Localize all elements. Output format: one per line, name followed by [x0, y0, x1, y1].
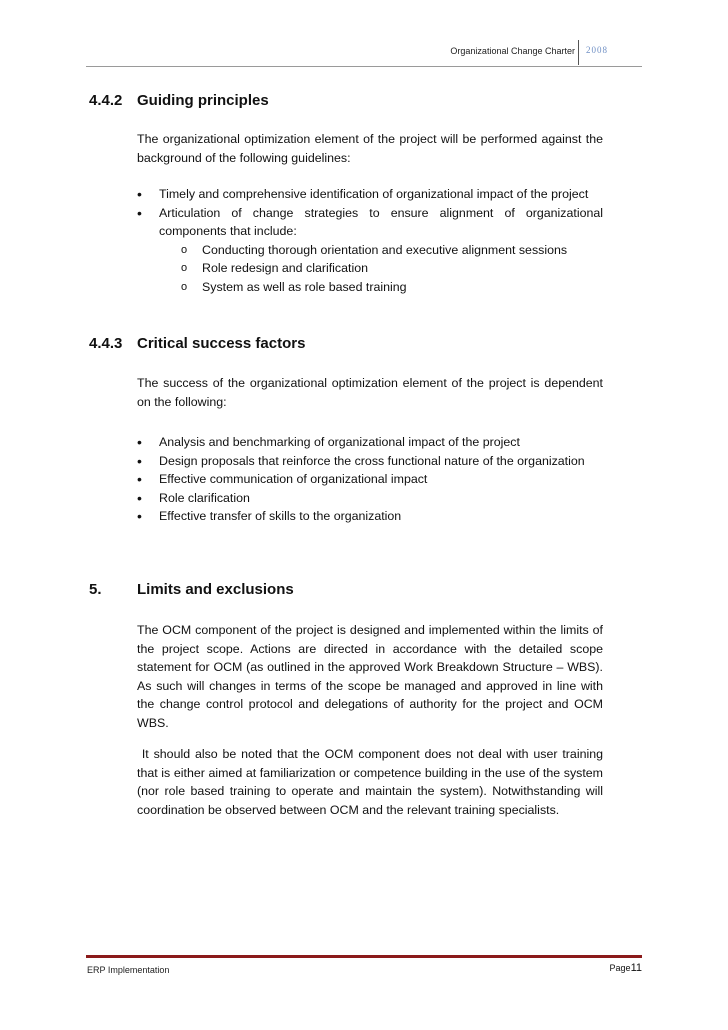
section-442-intro: The organizational optimization element of the project will be performed against the background of the following guidelines: — [137, 132, 603, 165]
list-item: • Analysis and benchmarking of organizational impact of the project — [137, 434, 520, 450]
header-rule — [86, 66, 642, 67]
list-item: • Design proposals that reinforce the cross functional nature of the organization — [137, 452, 585, 469]
sub-list-item: o Role redesign and clarification — [181, 261, 368, 275]
footer-rule — [86, 955, 642, 958]
list-item: • Effective communication of organizational impact — [137, 471, 428, 487]
sub-list-item: o Conducting thorough orientation and executive alignment sessions — [181, 242, 568, 257]
section-443-heading — [89, 335, 305, 352]
section-442-heading — [89, 92, 269, 109]
page-number-value: 11 — [630, 962, 642, 974]
header-year: 2008 — [586, 45, 608, 55]
header-separator — [578, 40, 579, 65]
section-443-title: Critical success factors — [137, 335, 306, 352]
section-5-number: 5. — [89, 581, 102, 598]
section-442-title: Guiding principles — [137, 92, 269, 109]
section-5-paragraph-2: It should also be noted that the OCM component does not deal with user training that is either aimed at familiarization or competence building in the use of the system (nor role based training to operate and maintain the system). Notwithstanding will coordination be observed between OCM and the relevant training specialists. — [137, 747, 607, 817]
section-443-bullets — [137, 433, 603, 526]
list-item: • Effective transfer of skills to the organization — [137, 508, 402, 524]
page-label: Page — [609, 963, 631, 973]
header-title: Organizational Change Charter — [450, 46, 575, 56]
section-442-bullets — [137, 185, 603, 296]
section-443-number: 4.4.3 — [89, 335, 123, 352]
page-header — [0, 40, 728, 65]
section-5-paragraph-1: The OCM component of the project is designed and implemented within the limits of the project scope. Actions are directed in accordance with the detailed scope statement for OCM (as outlined in the approved Work Breakdown Structure – WBS). As such will changes in terms of the scope be managed and approved in line with the change control protocol and delegations of authority for the project and OCM WBS. — [137, 623, 603, 730]
sub-list-item: o System as well as role based training — [181, 279, 407, 294]
list-item: • Timely and comprehensive identification of organizational impact of the project — [137, 186, 589, 202]
section-443-intro: The success of the organizational optimization element of the project is dependent on the following: — [137, 376, 603, 409]
section-442-sub-bullets — [159, 241, 603, 297]
footer-title: ERP Implementation — [87, 965, 170, 975]
page-number — [610, 962, 642, 974]
list-item: • Articulation of change strategies to ensure alignment of organizational components that include: o Conducting thorough orientation and executive alignment sessions o Role redesign and clarification o System as well as role based training — [137, 204, 603, 297]
list-item: • Role clarification — [137, 489, 250, 506]
section-5-title: Limits and exclusions — [137, 581, 294, 598]
section-5-heading — [89, 581, 294, 598]
section-442-number: 4.4.2 — [89, 92, 123, 109]
